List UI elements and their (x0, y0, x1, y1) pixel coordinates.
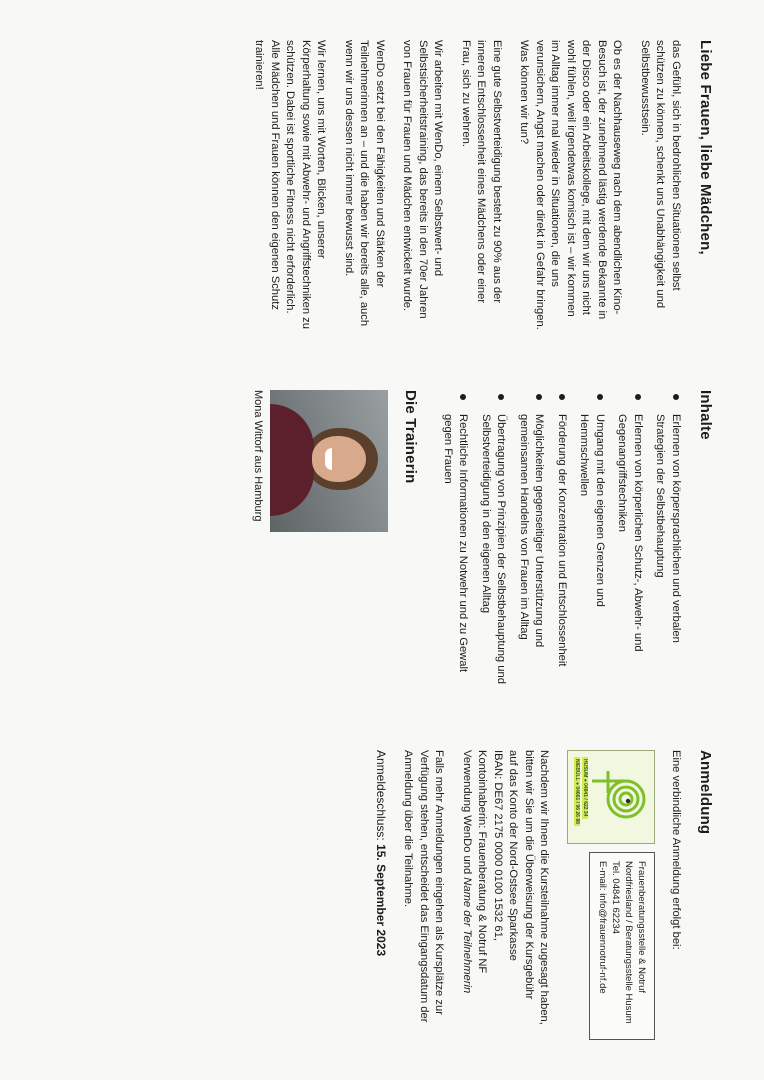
list-item-text: Umgang mit den eigenen Grenzen und Hemmschwellen (578, 414, 606, 607)
contact-email[interactable]: E-mail: info@frauennotruf-nf.de (597, 861, 609, 994)
photo-sweater-shape (271, 404, 315, 516)
deadline (373, 750, 389, 1050)
payment-iban: IBAN: DE67 2175 0000 0100 1532 61, (492, 750, 504, 941)
list-item (516, 390, 547, 690)
list-item-text: Erlernen von körpersprachlichen und verbalen Strategien der Selbstbehauptung (654, 414, 682, 643)
bullet-icon (673, 394, 679, 400)
anmeldung-heading: Anmeldung (697, 750, 714, 835)
list-item (440, 390, 471, 690)
contact-phone: Tel. 04841 62234 (610, 861, 622, 934)
intro-column (0, 0, 764, 360)
trainer-photo (271, 390, 389, 532)
payment-info (459, 750, 552, 1050)
intro-paragraph: WenDo setzt bei den Fähigkeiten und Stärken der Teilnehmerinnen an – und die haben wir bereits alle, auch wenn wir uns dessen nicht immer bewusst sind. (343, 40, 386, 327)
list-item (652, 390, 683, 690)
contact-row (568, 750, 656, 1050)
bullet-icon (559, 394, 565, 400)
logo-phone-niebuell: NIEBÜLL ● 04661 / 96 26 88 (574, 759, 581, 824)
intro-paragraph: Wir lernen, uns mit Worten, Blicken, unserer Körperhaltung sowie mit Abwehr- und Angriffstechniken zu schützen. Dabei ist sportliche Fitness nicht erforderlich. Alle Mädchen und Frauen können den eigenen Schutz trainieren! (253, 40, 328, 329)
registration-intro: Eine verbindliche Anmeldung erfolgt bei: (670, 750, 682, 950)
intro-paragraph: Ob es der Nachhauseweg nach dem abendlichen Kino-Besuch ist, der zunehmend lästig werdende Bekannte in der Disco oder ein Arbeitskollege, mit dem wir uns nicht wohl fühlen, weil irgendetwas komisch ist – wir kommen im Alltag immer mal wieder in Situationen, die uns verunsichern, Angst machen oder direkt in Gefahr bringen. Was können wir tun? (518, 40, 624, 330)
bullet-icon (537, 394, 543, 400)
registration-column (0, 720, 764, 1080)
inhalte-heading: Inhalte (697, 390, 714, 440)
intro-paragraph: das Gefühl, sich in bedrohlichen Situationen selbst schützen zu können, schenkt uns Unabhängigkeit und Selbstbewusstsein. (639, 40, 682, 309)
payment-reference-name: Name der Teilnehmerin (461, 877, 473, 994)
list-item (554, 390, 570, 690)
list-item (478, 390, 509, 690)
bullet-icon (635, 394, 641, 400)
photo-smile-shape (326, 448, 333, 470)
content-column (0, 360, 764, 720)
bullet-icon (461, 394, 467, 400)
payment-bank: auf das Konto der Nord-Ostsee Sparkasse (507, 750, 520, 961)
intro-heading: Liebe Frauen, liebe Mädchen, (697, 40, 714, 255)
list-item-text: Möglichkeiten gegenseitiger Unterstützung und gemeinsamen Handelns von Frauen im Alltag (518, 414, 546, 648)
bullet-icon (499, 394, 505, 400)
spiral-logo-icon (591, 765, 649, 827)
intro-paragraph: Wir arbeiten mit WenDo, einem Selbstwert- und Selbstsicherheitstraining, das bereits in den 70er Jahren von Frauen für Frauen und Mädchen entwickelt wurde. (401, 40, 445, 319)
payment-text: Nachdem wir Ihnen die Kursteilnahme zugesagt haben, bitten wir Sie um die Überweisung der Kursgebühr (523, 750, 551, 1025)
trainer-caption: Mona Wittorf aus Hamburg (252, 390, 265, 522)
list-item (576, 390, 607, 690)
list-item-text: Erlernen von körperlichen Schutz-, Abwehr- und Gegenangriffstechniken (616, 414, 644, 652)
trainer-section (253, 390, 420, 690)
deadline-date: 15. September 2023 (374, 844, 388, 957)
contact-org-sub: Nordfriesland / Beratungsstelle Husum (623, 861, 635, 1024)
deadline-label: Anmeldeschluss: (374, 750, 388, 841)
list-item-text: Rechtliche Informationen zu Notwehr und zu Gewalt gegen Frauen (442, 414, 470, 673)
contact-org: Frauenberatungsstelle & Notruf (636, 861, 648, 994)
contact-box (590, 852, 656, 1040)
bullet-icon (597, 394, 603, 400)
list-item-text: Übertragung von Prinzipien der Selbstbehauptung und Selbstverteidigung in den eigenen Alltag (480, 414, 508, 684)
payment-account-holder: Kontoinhaberin: Frauenberatung & Notruf NF (476, 750, 489, 974)
trainer-heading: Die Trainerin (402, 390, 420, 484)
payment-reference: Verwendung WenDo und (461, 750, 473, 875)
list-item (614, 390, 645, 690)
list-item-text: Förderung der Konzentration und Entschlossenheit (556, 414, 568, 667)
inhalte-list (440, 390, 684, 690)
intro-paragraph: Eine gute Selbstverteidigung besteht zu 90% aus der inneren Entschlossenheit eines Mädchens oder einer Frau, sich zu wehren. (460, 40, 503, 304)
organisation-logo (568, 750, 656, 844)
overflow-note: Falls mehr Anmeldungen eingehen als Kursplätze zur Verfügung stehen, entscheidet das Eingangsdatum der Anmeldung über die Teilnahme. (402, 750, 446, 1023)
logo-phone-husum: HUSUM ● 04841 / 622 34 (582, 759, 589, 817)
